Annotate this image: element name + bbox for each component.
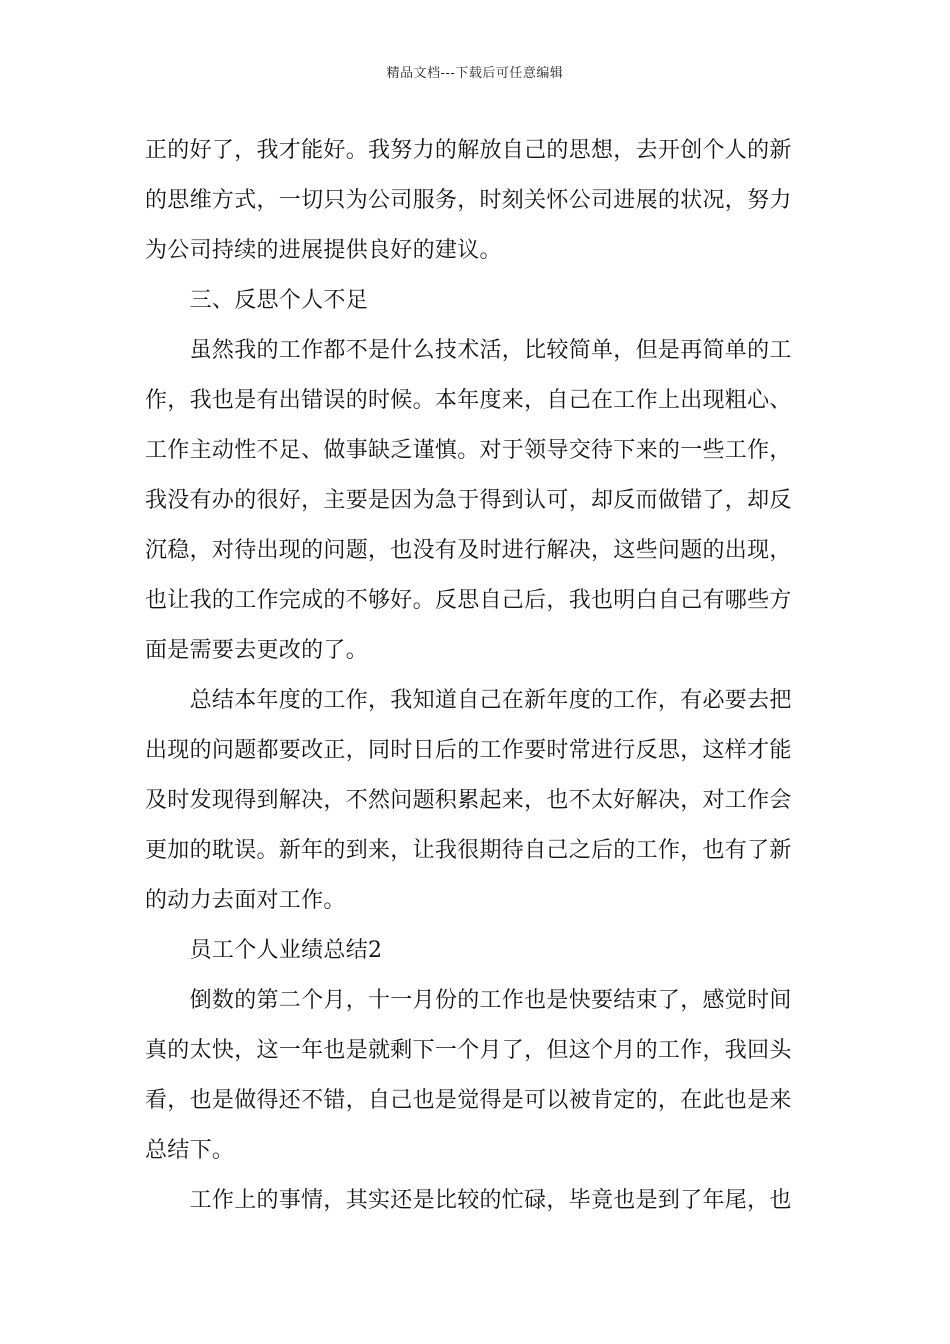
text-line: 总结本年度的工作，我知道自己在新年度的工作，有必要去把	[145, 688, 792, 713]
section-heading: 员工个人业绩总结2	[145, 938, 383, 963]
text-line: 真的太快，这一年也是就剩下一个月了，但这个月的工作，我回头	[145, 1038, 792, 1063]
text-line: 及时发现得到解决，不然问题积累起来，也不太好解决，对工作会	[145, 788, 792, 813]
page-header: 精品文档---下载后可任意编辑	[386, 66, 564, 81]
text-line: 看，也是做得还不错，自己也是觉得是可以被肯定的，在此也是来	[145, 1088, 792, 1113]
text-line: 作，我也是有出错误的时候。本年度来，自己在工作上出现粗心、	[145, 388, 792, 413]
text-line: 总结下。	[145, 1138, 235, 1163]
text-line: 正的好了，我才能好。我努力的解放自己的思想，去开创个人的新	[145, 138, 792, 163]
text-line: 工作主动性不足、做事缺乏谨慎。对于领导交待下来的一些工作，	[145, 438, 792, 463]
text-line: 虽然我的工作都不是什么技术活，比较简单，但是再简单的工	[145, 338, 792, 363]
text-line: 倒数的第二个月，十一月份的工作也是快要结束了，感觉时间	[145, 988, 792, 1013]
text-line: 我没有办的很好，主要是因为急于得到认可，却反而做错了，却反	[145, 488, 792, 513]
text-line: 出现的问题都要改正，同时日后的工作要时常进行反思，这样才能	[145, 738, 792, 763]
text-line: 为公司持续的进展提供良好的建议。	[145, 238, 502, 263]
text-line: 的动力去面对工作。	[145, 888, 346, 913]
text-line: 沉稳，对待出现的问题，也没有及时进行解决，这些问题的出现，	[145, 538, 792, 563]
text-line: 面是需要去更改的了。	[145, 638, 369, 663]
text-line: 的思维方式，一切只为公司服务，时刻关怀公司进展的状况，努力	[145, 188, 792, 213]
text-line: 也让我的工作完成的不够好。反思自己后，我也明白自己有哪些方	[145, 588, 792, 613]
document-body	[145, 126, 809, 1226]
text-line: 工作上的事情，其实还是比较的忙碌，毕竟也是到了年尾，也	[145, 1188, 792, 1213]
section-heading: 三、反思个人不足	[145, 288, 369, 313]
text-line: 更加的耽误。新年的到来，让我很期待自己之后的工作，也有了新	[145, 838, 792, 863]
